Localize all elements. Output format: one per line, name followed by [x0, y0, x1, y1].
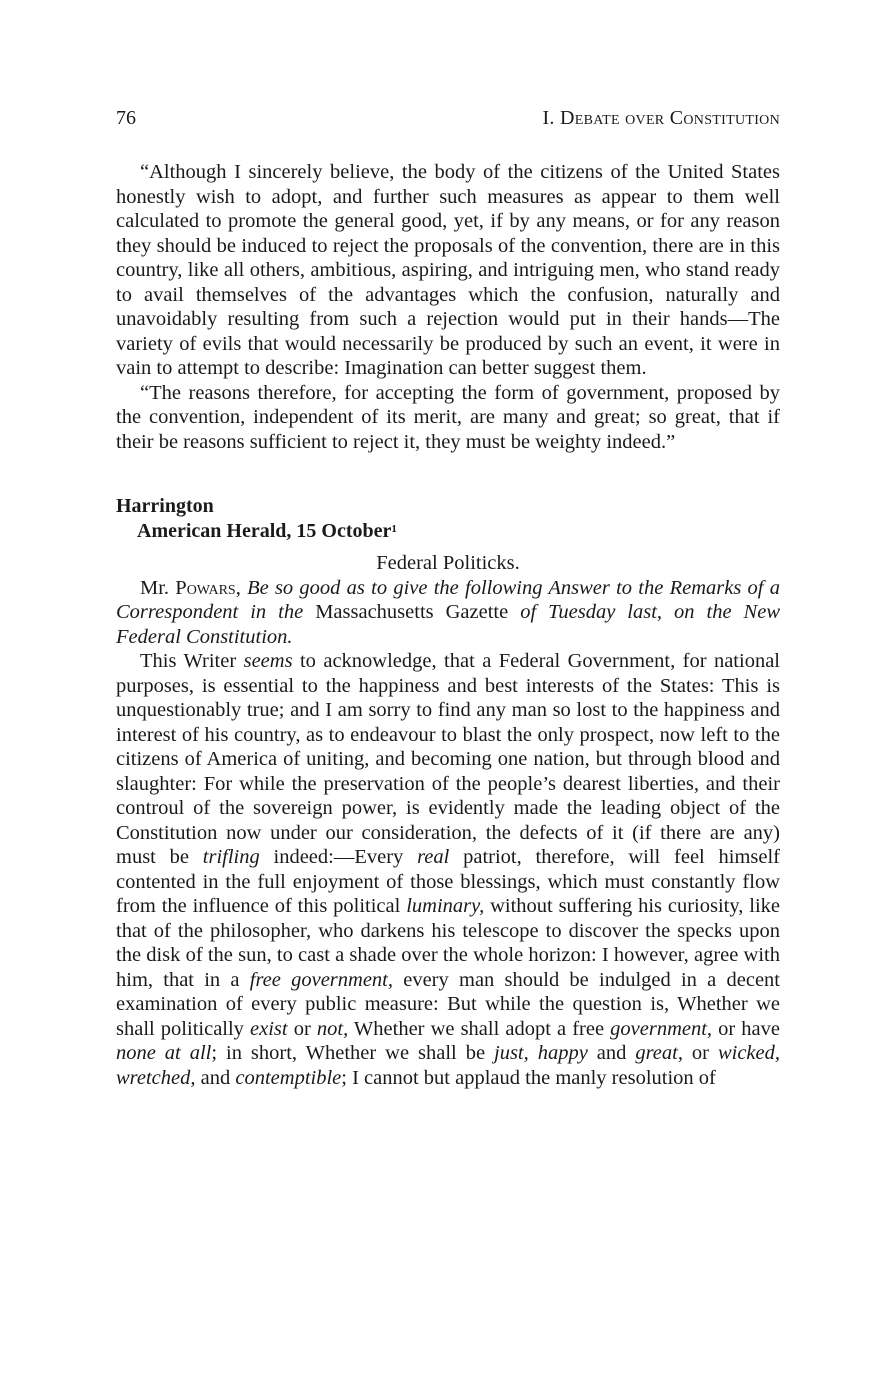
printer-name: Powars	[175, 576, 236, 599]
body-paragraph: This Writer seems to acknowledge, that a Federal Government, for national purposes, is essential to the happiness and best interests of the States: This is unquestionably true; and I am sorry to find any man so lost to the happiness and interest of his country, as to endeavour to blast the only prospect, now left to the citizens of America of uniting, and becoming one nation, but through blood and slaughter: For while the preservation of the people’s dearest liberties, and their controul of the sovereign power, is evidently made the leading object of the Constitution now under our consideration, the defects of it (if there are any) must be trifling indeed:—Every real patriot, therefore, will feel himself contented in the full enjoyment of those blessings, which must constantly flow from the influence of this political luminary, without suffering his curiosity, like that of the philosopher, who darkens his telescope to discover the specks upon the disk of the sun, to cast a shade over the whole horizon: I however, agree with him, that in a free government, every man should be indulged in a decent examination of every public measure: But while the question is, Whether we shall politically exist or not, Whether we shall adopt a free government, or have none at all; in short, Whether we shall be just, happy and great, or wicked, wretched, and contemptible; I cannot but applaud the manly resolution of	[116, 650, 781, 1089]
quote-paragraph-2: “The reasons therefore, for accepting the form of government, proposed by the convention, independent of its merit, are many and great; so great, that if their be reasons sufficient to reject it, they must be weighty indeed.”	[116, 381, 780, 453]
page-number: 76	[116, 107, 136, 129]
article-source-text: American Herald, 15 October	[137, 520, 392, 542]
running-title: I. Debate over Constitution	[542, 107, 780, 129]
intro-paragraph: Mr. Powars, Be so good as to give the following Answer to the Remarks of a Correspondent in the Massachusetts Gazette of Tuesday last, on the New Federal Constitution.	[116, 576, 780, 648]
quote-paragraph-1: “Although I sincerely believe, the body of the citizens of the United States honestly wish to adopt, and further such measures as appear to them well calculated to promote the general good, yet, if by any means, or for any reason they should be induced to reject the proposals of the convention, there are in this country, like all others, ambitious, aspiring, and intriguing men, who stand ready to avail themselves of the advantages which the confusion, naturally and unavoidably resulting from such a rejection would put in their hands—The variety of evils that would necessarily be produced by such an event, it were in vain to attempt to describe: Imagination can better suggest them.	[116, 161, 780, 379]
footnote-ref: 1	[391, 523, 397, 535]
article-heading: Federal Politicks.	[376, 552, 520, 574]
document-page	[116, 104, 780, 1090]
running-head	[116, 104, 780, 132]
article-author: Harrington	[116, 495, 214, 517]
article-source	[116, 519, 780, 544]
